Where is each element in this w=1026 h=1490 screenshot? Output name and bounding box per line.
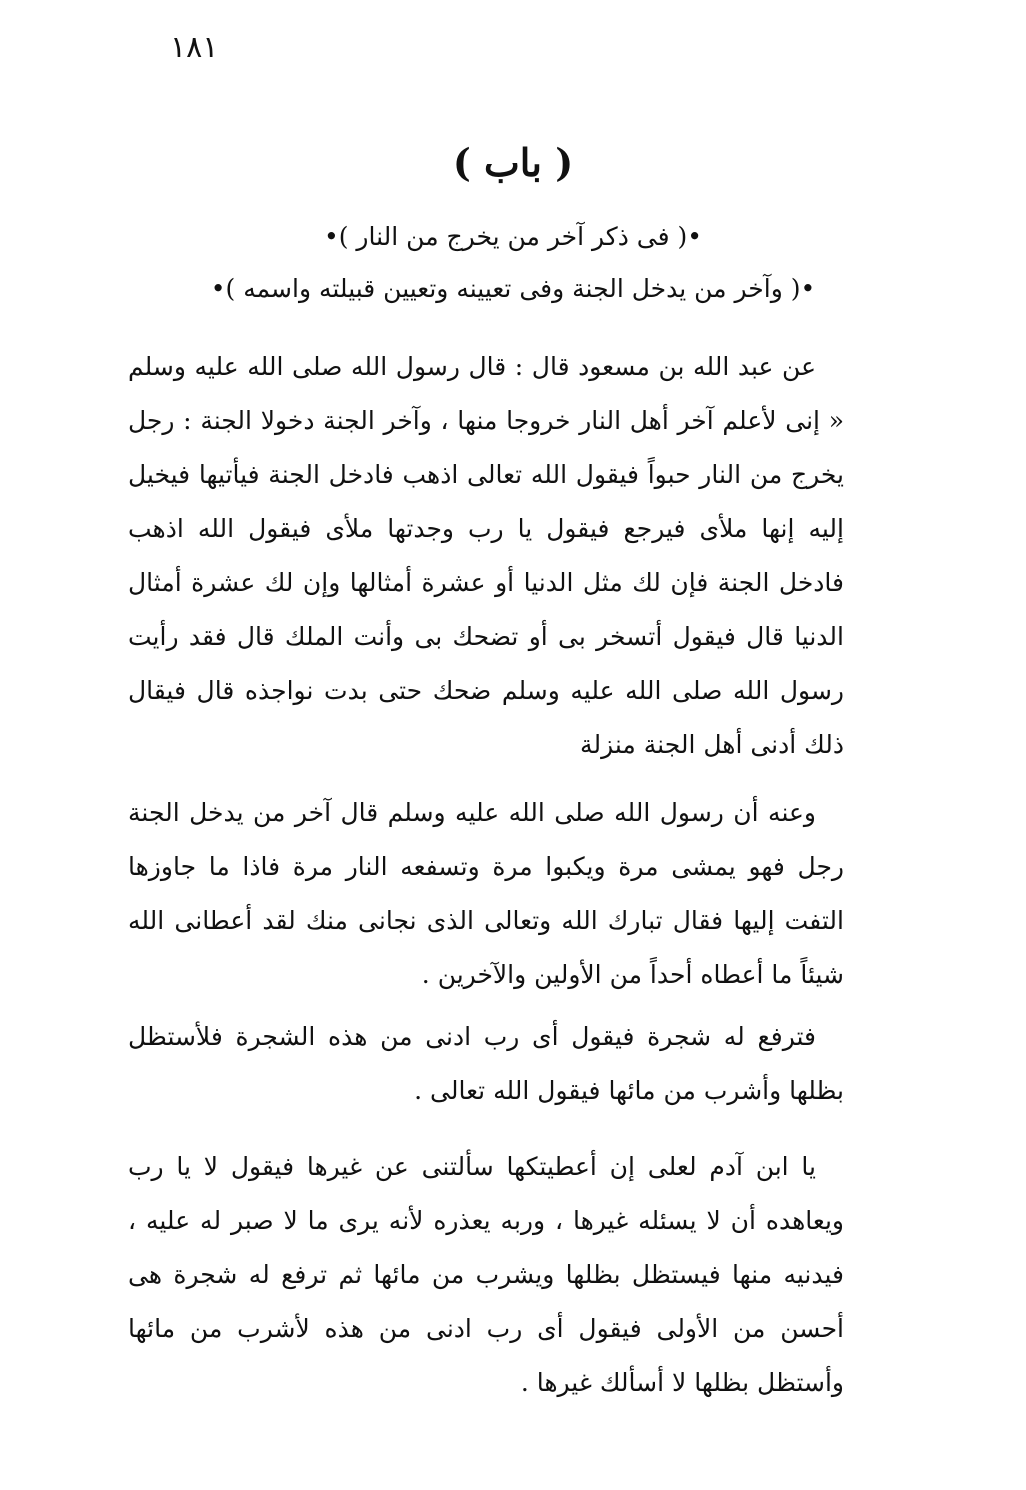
- body-text: [128, 340, 844, 1410]
- paragraph-1: عن عبد الله بن مسعود قال : قال رسول الله صلى الله عليه وسلم « إنى لأعلم آخر أهل النار خروجا منها ، وآخر الجنة دخولا الجنة : رجل يخرج من النار حبواً فيقول الله تعالى اذهب فادخل الجنة فيأتيها فيخيل إليه إنها ملأى فيرجع فيقول يا رب وجدتها ملأى فيقول الله اذهب فادخل الجنة فإن لك مثل الدنيا أو عشرة أمثالها وإن لك عشرة أمثال الدنيا قال فيقول أتسخر بى أو تضحك بى وأنت الملك قال فقد رأيت رسول الله صلى الله عليه وسلم ضحك حتى بدت نواجذه قال فيقال ذلك أدنى أهل الجنة منزلة: [128, 352, 844, 759]
- chapter-subtitle-line-1: •( فى ذكر آخر من يخرج من النار )•: [323, 222, 703, 251]
- chapter-title: ( باب ): [452, 140, 574, 185]
- paragraph-2: وعنه أن رسول الله صلى الله عليه وسلم قال آخر من يدخل الجنة رجل فهو يمشى مرة ويكبوا مرة وتسفعه النار مرة فاذا ما جاوزها التفت إليها فقال تبارك الله وتعالى الذى نجانى منك لقد أعطانى الله شيئاً ما أعطاه أحداً من الأولين والآخرين .: [128, 798, 844, 989]
- paragraph-3: فترفع له شجرة فيقول أى رب ادنى من هذه الشجرة فلأستظل بظلها وأشرب من مائها فيقول الله تعالى .: [128, 1022, 844, 1105]
- paragraph-4: يا ابن آدم لعلى إن أعطيتكها سألتنى عن غيرها فيقول لا يا رب ويعاهده أن لا يسئله غيرها ، وربه يعذره لأنه يرى ما لا صبر له عليه ، فيدنيه منها فيستظل بظلها ويشرب من مائها ثم ترفع له شجرة هى أحسن من الأولى فيقول أى رب ادنى من هذه لأشرب من مائها وأستظل بظلها لا أسألك غيرها .: [128, 1152, 844, 1397]
- page-number: ١٨١: [170, 30, 219, 65]
- chapter-subtitle-line-2: •( وآخر من يدخل الجنة وفى تعيينه وتعيين قبيلته واسمه )•: [210, 274, 816, 303]
